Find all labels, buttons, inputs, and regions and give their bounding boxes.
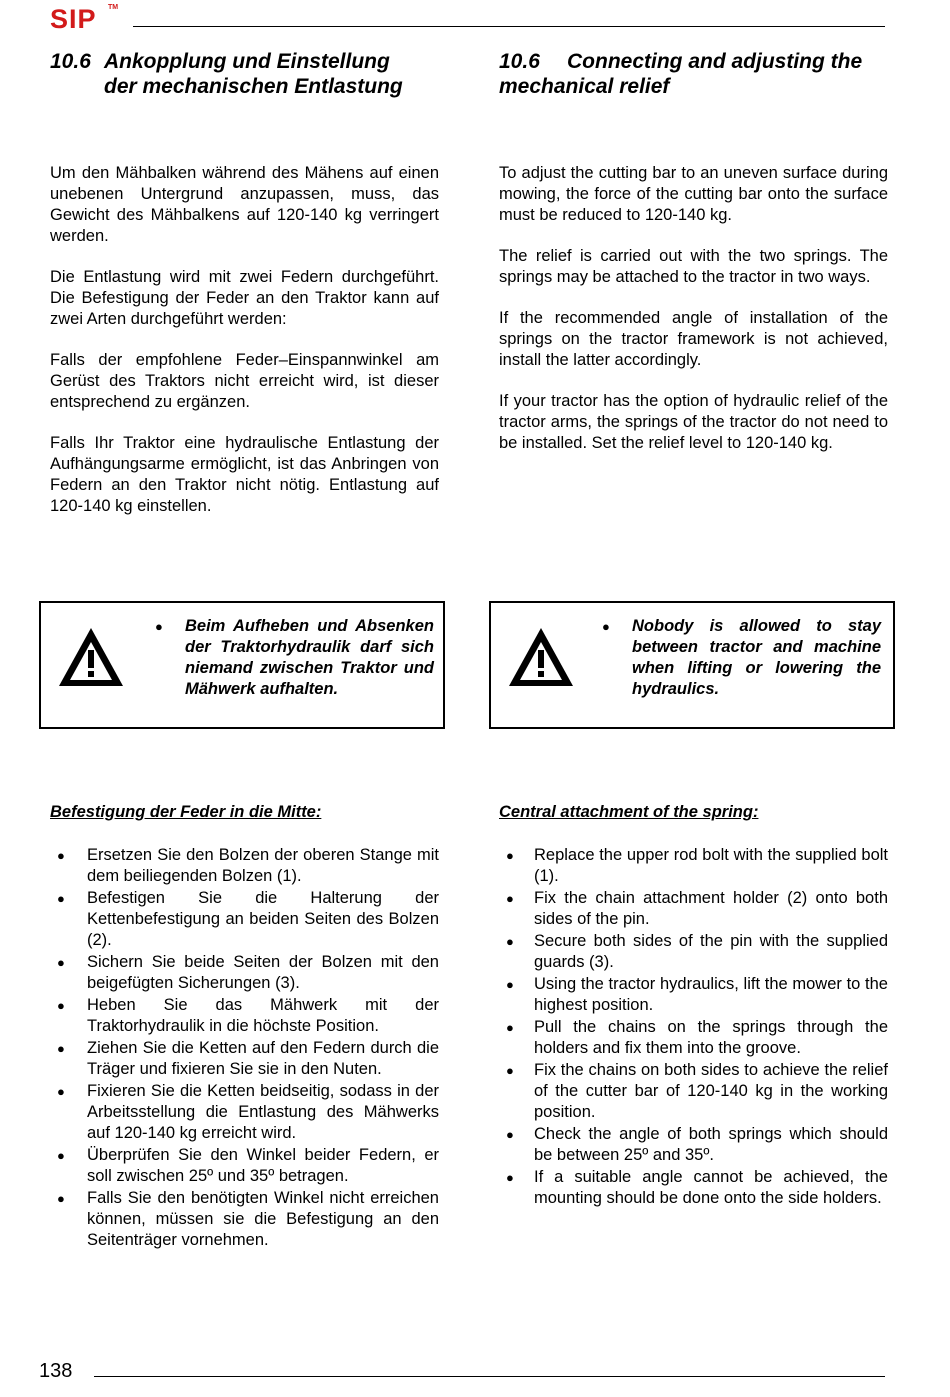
list-item — [50, 845, 439, 887]
warning-text: Beim Aufheben und Absenken der Traktorhydraulik darf sich niemand zwischen Traktor und Mähwerk aufhalten. — [185, 617, 434, 698]
warning-triangle-icon — [57, 625, 125, 689]
list-item-text: Check the angle of both springs which should be between 25º and 35º. — [534, 1125, 888, 1164]
intro-text-de — [50, 163, 439, 537]
list-item — [50, 1145, 439, 1187]
list-item — [50, 1038, 439, 1080]
bullet-dot-icon: ● — [57, 891, 65, 906]
list-item-text: Befestigen Sie die Halterung der Kettenbefestigung an beiden Seiten des Bolzen (2). — [87, 889, 439, 949]
bullet-dot-icon: ● — [506, 977, 514, 992]
paragraph: Die Entlastung wird mit zwei Federn durchgeführt. Die Befestigung der Feder an den Traktor kann auf zwei Arten durchgeführt werden: — [50, 268, 439, 328]
section-heading-en — [499, 49, 888, 99]
list-item-text: Secure both sides of the pin with the supplied guards (3). — [534, 932, 888, 971]
bullet-dot-icon: ● — [506, 1020, 514, 1035]
steps-de — [50, 802, 439, 1252]
bullet-dot-icon: ● — [57, 1148, 65, 1163]
header-rule — [133, 26, 885, 27]
list-item — [499, 1124, 888, 1166]
list-item — [50, 888, 439, 951]
paragraph: If the recommended angle of installation of the springs on the tractor framework is not achieved, install the latter accordingly. — [499, 309, 888, 369]
warning-text: Nobody is allowed to stay between tractor and machine when lifting or lowering the hydraulics. — [632, 617, 881, 698]
list-item-text: Fix the chain attachment holder (2) onto both sides of the pin. — [534, 889, 888, 928]
paragraph: Falls Ihr Traktor eine hydraulische Entlastung der Aufhängungsarme ermöglicht, ist das Anbringen von Federn an den Traktor nicht nötig. Entlastung auf 120-140 kg einstellen. — [50, 434, 439, 515]
list-item-text: Ziehen Sie die Ketten auf den Federn durch die Träger und fixieren Sie sie in den Nuten. — [87, 1039, 439, 1078]
list-item — [499, 1167, 888, 1209]
list-item-text: Fixieren Sie die Ketten beidseitig, sodass in der Arbeitsstellung die Entlastung des Mähwerks auf 120-140 kg erreicht wird. — [87, 1082, 439, 1142]
heading-line-1: Ankopplung und Einstellung — [104, 50, 390, 73]
list-item — [499, 931, 888, 973]
footer-rule — [94, 1376, 885, 1377]
list-item-text: Replace the upper rod bolt with the supplied bolt (1). — [534, 846, 888, 885]
list-item — [499, 1060, 888, 1123]
list-item-text: Fix the chains on both sides to achieve the relief of the cutter bar of 120-140 kg in the working position. — [534, 1061, 888, 1121]
list-item-text: Falls Sie den benötigten Winkel nicht erreichen können, müssen sie die Befestigung an den Seitenträger vornehmen. — [87, 1189, 439, 1249]
list-item — [499, 845, 888, 887]
bullet-dot-icon: ● — [506, 848, 514, 863]
list-item-text: Pull the chains on the springs through the holders and fix them into the groove. — [534, 1018, 888, 1057]
list-item — [50, 1081, 439, 1144]
paragraph: Um den Mähbalken während des Mähens auf einen unebenen Untergrund anzupassen, muss, das Gewicht des Mähbalkens auf 120-140 kg verringert werden. — [50, 164, 439, 245]
step-list — [499, 845, 888, 1209]
heading-line-1: Connecting and adjusting the — [567, 50, 863, 73]
warning-box-de — [39, 601, 445, 729]
bullet-dot-icon: ● — [57, 1084, 65, 1099]
section-number: 10.6 — [50, 50, 91, 73]
paragraph: If your tractor has the option of hydraulic relief of the tractor arms, the springs of the tractor do not need to be installed. Set the relief level to 120-140 kg. — [499, 392, 888, 452]
list-item-text: Ersetzen Sie den Bolzen der oberen Stange mit dem beiliegenden Bolzen (1). — [87, 846, 439, 885]
bullet-dot-icon: ● — [57, 1041, 65, 1056]
list-item-text: Überprüfen Sie den Winkel beider Federn, er soll zwischen 25º und 35º betragen. — [87, 1146, 439, 1185]
bullet-dot-icon: ● — [506, 1127, 514, 1142]
subheading: Befestigung der Feder in die Mitte: — [50, 803, 322, 821]
bullet-dot-icon: ● — [57, 955, 65, 970]
list-item — [50, 1188, 439, 1251]
list-item-text: Sichern Sie beide Seiten der Bolzen mit den beigefügten Sicherungen (3). — [87, 953, 439, 992]
section-number: 10.6 — [499, 50, 540, 73]
intro-text-en — [499, 163, 888, 474]
bullet-dot-icon: ● — [155, 619, 163, 634]
list-item-text: If a suitable angle cannot be achieved, the mounting should be done onto the side holders. — [534, 1168, 888, 1207]
bullet-dot-icon: ● — [602, 619, 610, 634]
list-item-text: Using the tractor hydraulics, lift the mower to the highest position. — [534, 975, 888, 1014]
paragraph: The relief is carried out with the two springs. The springs may be attached to the tractor in two ways. — [499, 247, 888, 286]
step-list — [50, 845, 439, 1251]
bullet-dot-icon: ● — [506, 1063, 514, 1078]
bullet-dot-icon: ● — [506, 891, 514, 906]
list-item — [50, 995, 439, 1037]
paragraph: To adjust the cutting bar to an uneven surface during mowing, the force of the cutting bar onto the surface must be reduced to 120-140 kg. — [499, 164, 888, 224]
trademark-mark: TM — [108, 4, 119, 11]
subheading: Central attachment of the spring: — [499, 803, 759, 821]
bullet-dot-icon: ● — [506, 1170, 514, 1185]
paragraph: Falls der empfohlene Feder–Einspannwinkel am Gerüst des Traktors nicht erreicht wird, ist dieser entsprechend zu ergänzen. — [50, 351, 439, 411]
list-item — [499, 974, 888, 1016]
bullet-dot-icon: ● — [57, 848, 65, 863]
heading-line-2: mechanical relief — [499, 75, 670, 98]
list-item — [499, 1017, 888, 1059]
list-item — [50, 952, 439, 994]
bullet-dot-icon: ● — [506, 934, 514, 949]
warning-box-en — [489, 601, 895, 729]
list-item-text: Heben Sie das Mähwerk mit der Traktorhydraulik in die höchste Position. — [87, 996, 439, 1035]
list-item — [499, 888, 888, 930]
steps-en — [499, 802, 888, 1210]
section-heading-de — [50, 49, 439, 99]
heading-line-2: der mechanischen Entlastung — [104, 75, 403, 98]
warning-text-wrap — [155, 616, 434, 700]
bullet-dot-icon: ● — [57, 1191, 65, 1206]
bullet-dot-icon: ● — [57, 998, 65, 1013]
warning-triangle-icon — [507, 625, 575, 689]
page-number: 138 — [39, 1360, 73, 1382]
sip-logo: SIP — [50, 4, 97, 34]
warning-text-wrap — [602, 616, 881, 700]
